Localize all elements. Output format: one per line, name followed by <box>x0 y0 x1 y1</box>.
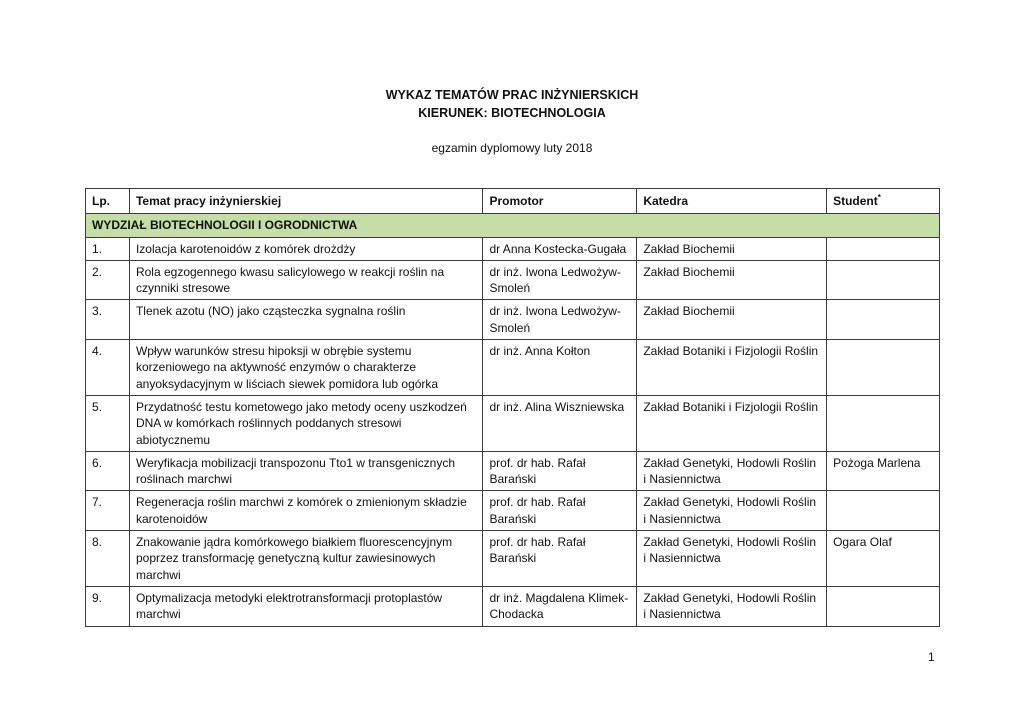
column-header-promotor: Promotor <box>483 189 637 214</box>
cell-lp: 9. <box>86 586 130 626</box>
column-header-student-label: Student <box>833 194 878 208</box>
cell-promotor: dr inż. Iwona Ledwożyw-Smoleń <box>483 300 637 340</box>
table-row <box>86 451 940 491</box>
cell-promotor: prof. dr hab. Rafał Barański <box>483 491 637 531</box>
cell-katedra: Zakład Biochemii <box>637 300 827 340</box>
cell-topic: Izolacja karotenoidów z komórek drożdży <box>129 237 483 260</box>
cell-promotor: dr inż. Magdalena Klimek-Chodacka <box>483 586 637 626</box>
cell-topic: Znakowanie jądra komórkowego białkiem fluorescencyjnym poprzez transformację genetyczną kultur zawiesinowych marchwi <box>129 531 483 587</box>
cell-student: Pożoga Marlena <box>827 451 940 491</box>
table-row <box>86 395 940 451</box>
table-row <box>86 237 940 260</box>
cell-student <box>827 395 940 451</box>
cell-katedra: Zakład Genetyki, Hodowli Roślin i Nasiennictwa <box>637 491 827 531</box>
cell-promotor: dr inż. Anna Kołton <box>483 340 637 396</box>
table-row <box>86 340 940 396</box>
cell-topic: Wpływ warunków stresu hipoksji w obrębie systemu korzeniowego na aktywność enzymów o charakterze anyoksydacyjnym w liściach siewek pomidora lub ogórka <box>129 340 483 396</box>
cell-promotor: prof. dr hab. Rafał Barański <box>483 531 637 587</box>
cell-lp: 2. <box>86 260 130 300</box>
cell-lp: 5. <box>86 395 130 451</box>
cell-promotor: prof. dr hab. Rafał Barański <box>483 451 637 491</box>
table-row <box>86 586 940 626</box>
table-row <box>86 260 940 300</box>
document-field-of-study: KIERUNEK: BIOTECHNOLOGIA <box>418 106 606 120</box>
table-row <box>86 300 940 340</box>
document-subtitle: egzamin dyplomowy luty 2018 <box>431 141 593 155</box>
cell-lp: 7. <box>86 491 130 531</box>
document-header <box>0 86 1024 122</box>
cell-promotor: dr inż. Iwona Ledwożyw-Smoleń <box>483 260 637 300</box>
cell-lp: 6. <box>86 451 130 491</box>
footnote-marker: * <box>877 193 881 202</box>
table-row <box>86 491 940 531</box>
column-header-student <box>827 189 940 214</box>
cell-lp: 8. <box>86 531 130 587</box>
cell-promotor: dr Anna Kostecka-Gugała <box>483 237 637 260</box>
cell-student <box>827 260 940 300</box>
cell-lp: 1. <box>86 237 130 260</box>
cell-student <box>827 237 940 260</box>
cell-katedra: Zakład Genetyki, Hodowli Roślin i Nasiennictwa <box>637 531 827 587</box>
cell-topic: Optymalizacja metodyki elektrotransformacji protoplastów marchwi <box>129 586 483 626</box>
cell-topic: Tlenek azotu (NO) jako cząsteczka sygnalna roślin <box>129 300 483 340</box>
cell-topic: Regeneracja roślin marchwi z komórek o zmienionym składzie karotenoidów <box>129 491 483 531</box>
cell-student <box>827 300 940 340</box>
cell-katedra: Zakład Botaniki i Fizjologii Roślin <box>637 340 827 396</box>
column-header-topic: Temat pracy inżynierskiej <box>129 189 483 214</box>
cell-topic: Przydatność testu kometowego jako metody oceny uszkodzeń DNA w komórkach roślinnych poddanych stresowi abiotycznemu <box>129 395 483 451</box>
document-title: WYKAZ TEMATÓW PRAC INŻYNIERSKICH <box>385 88 639 102</box>
cell-lp: 3. <box>86 300 130 340</box>
topics-table <box>85 188 940 627</box>
cell-katedra: Zakład Biochemii <box>637 260 827 300</box>
table-header-row <box>86 189 940 214</box>
cell-student <box>827 340 940 396</box>
cell-student <box>827 586 940 626</box>
cell-student <box>827 491 940 531</box>
table-row <box>86 531 940 587</box>
cell-topic: Rola egzogennego kwasu salicylowego w reakcji roślin na czynniki stresowe <box>129 260 483 300</box>
cell-katedra: Zakład Botaniki i Fizjologii Roślin <box>637 395 827 451</box>
cell-promotor: dr inż. Alina Wiszniewska <box>483 395 637 451</box>
column-header-katedra: Katedra <box>637 189 827 214</box>
section-title: WYDZIAŁ BIOTECHNOLOGII I OGRODNICTWA <box>86 214 940 237</box>
page-number: 1 <box>928 650 935 664</box>
column-header-lp: Lp. <box>86 189 130 214</box>
cell-lp: 4. <box>86 340 130 396</box>
cell-katedra: Zakład Genetyki, Hodowli Roślin i Nasiennictwa <box>637 586 827 626</box>
section-row <box>86 214 940 237</box>
cell-topic: Weryfikacja mobilizacji transpozonu Tto1 w transgenicznych roślinach marchwi <box>129 451 483 491</box>
cell-katedra: Zakład Biochemii <box>637 237 827 260</box>
cell-katedra: Zakład Genetyki, Hodowli Roślin i Nasiennictwa <box>637 451 827 491</box>
cell-student: Ogara Olaf <box>827 531 940 587</box>
